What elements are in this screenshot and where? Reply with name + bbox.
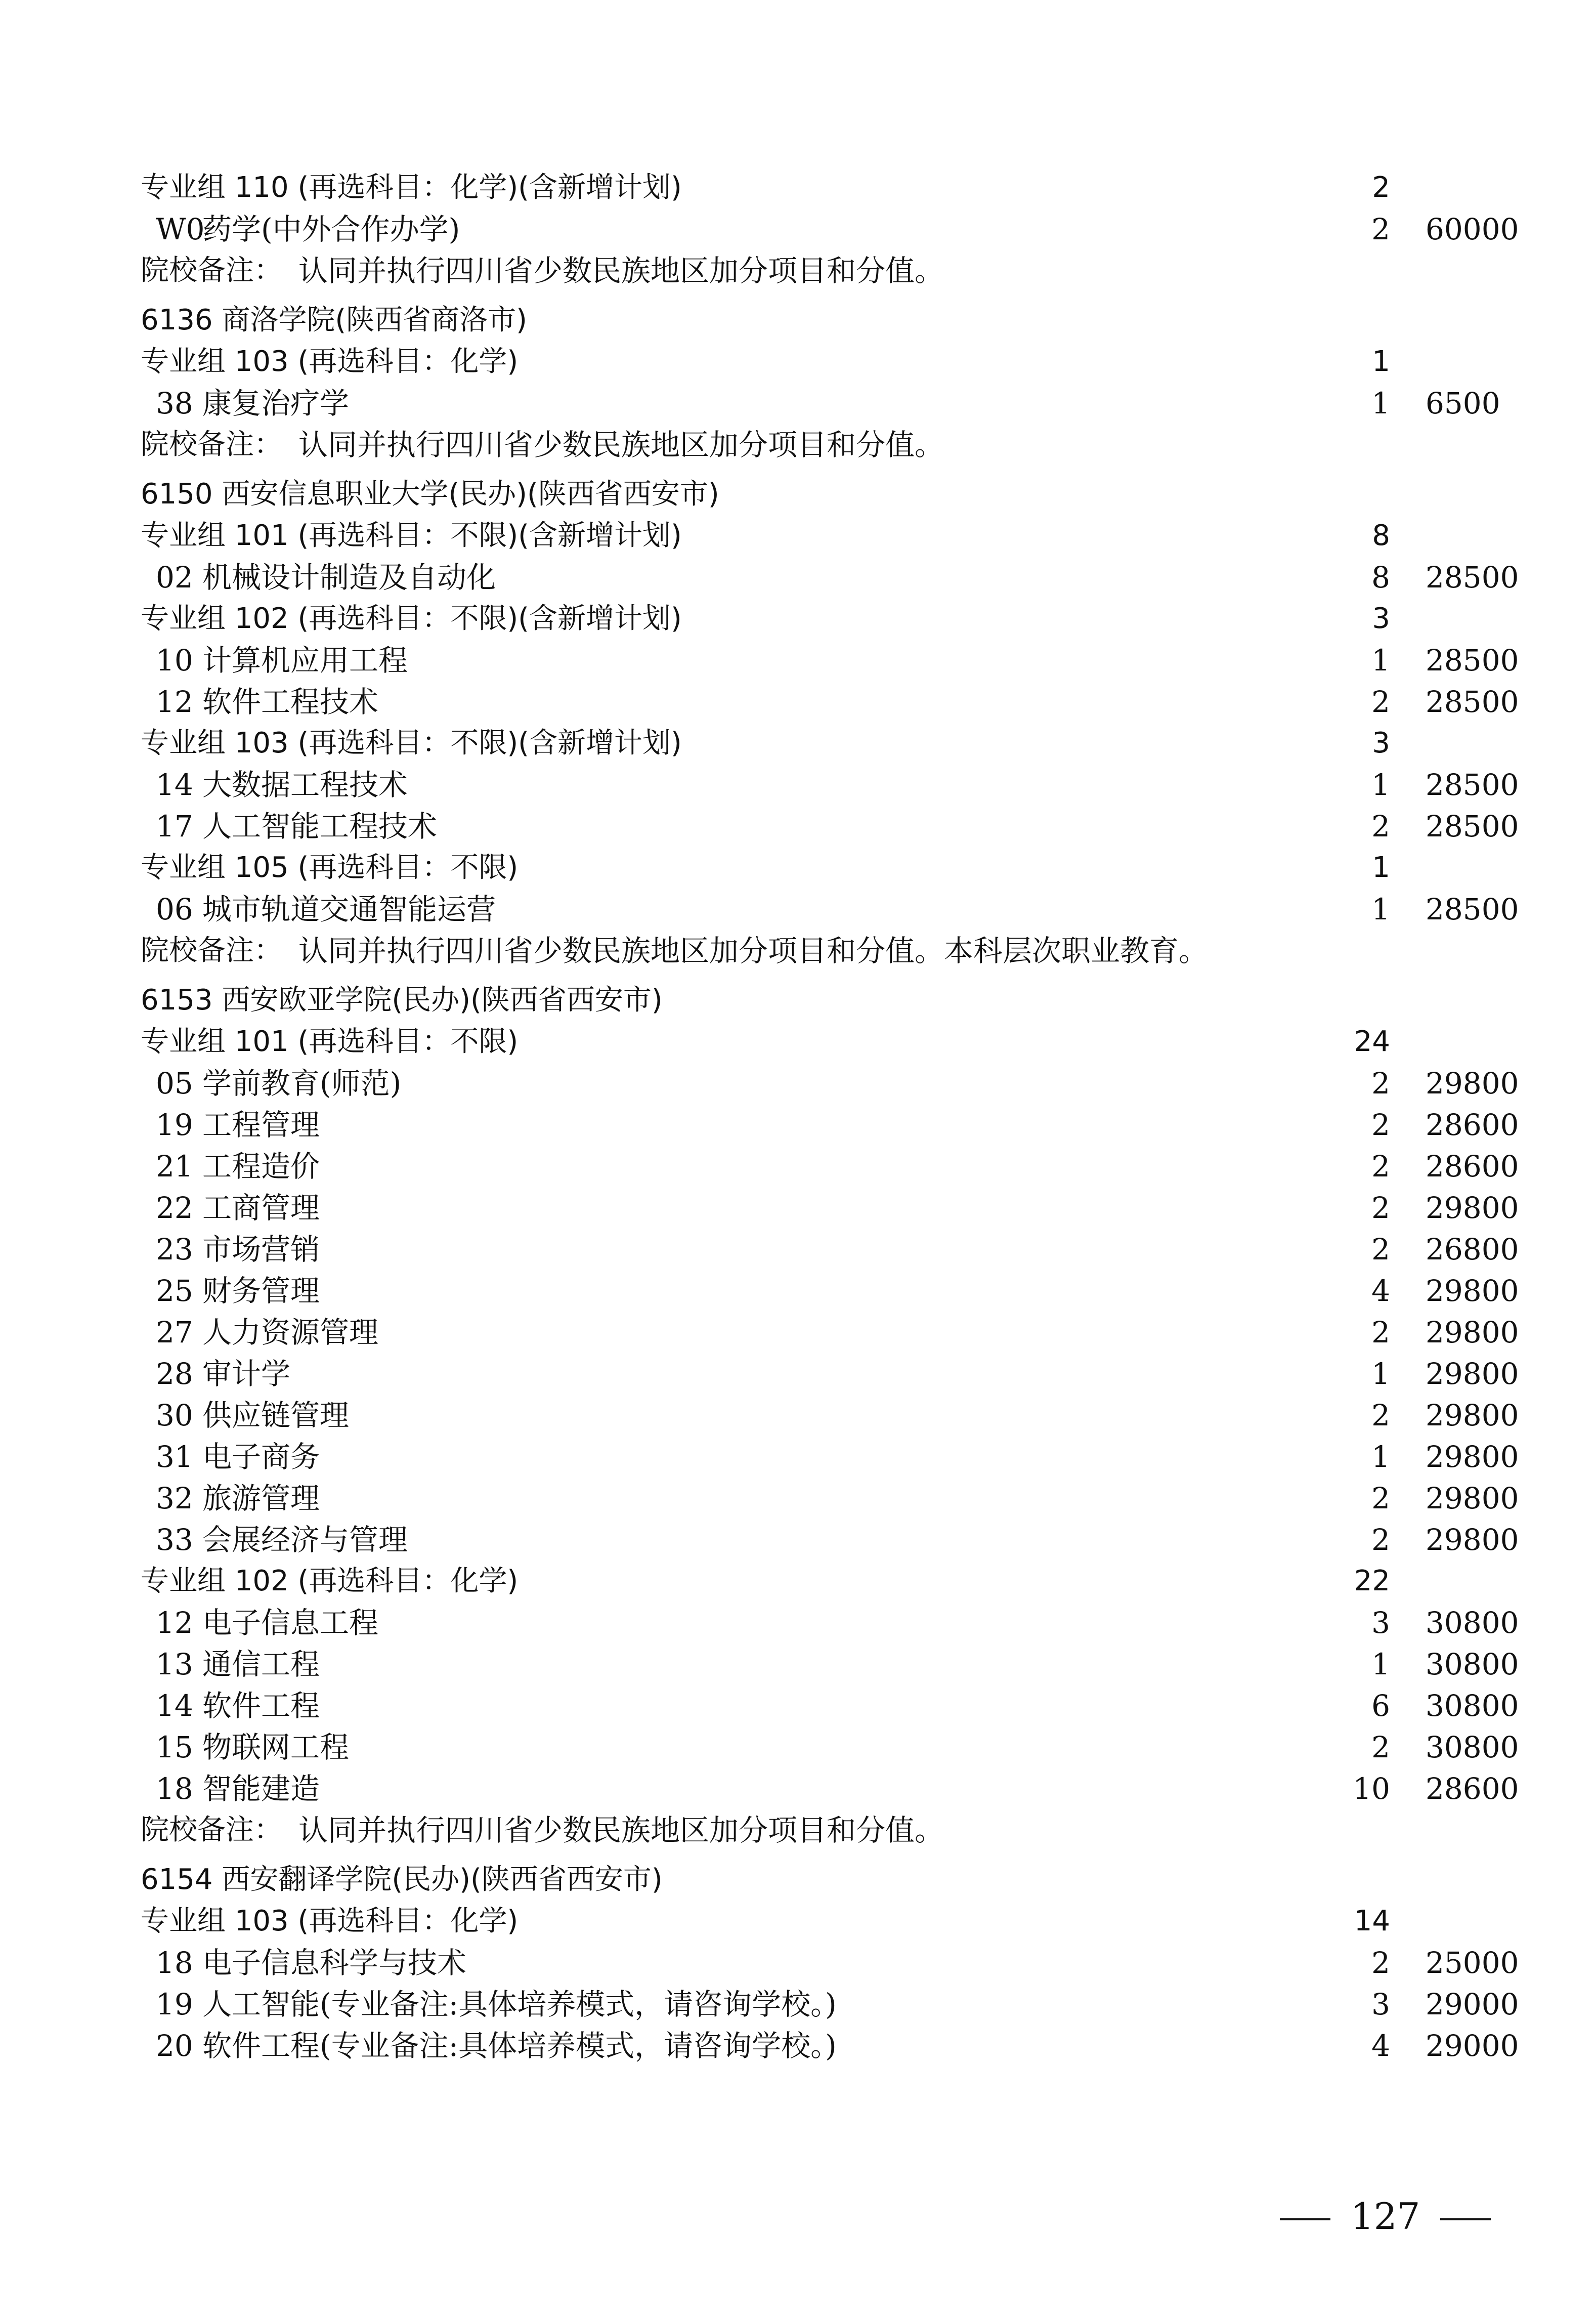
major-code: 31 — [156, 1440, 193, 1474]
major-tuition: 28600 — [1426, 1772, 1519, 1806]
school-header — [141, 980, 1405, 1021]
group-plan-count: 2 — [1372, 171, 1390, 204]
major-plan-count: 2 — [1371, 1191, 1390, 1225]
major-tuition: 28500 — [1426, 892, 1519, 926]
school-note-row — [141, 424, 1405, 466]
major-row — [141, 764, 1519, 806]
major-row — [141, 1353, 1519, 1395]
major-name: 工程造价 — [202, 1149, 320, 1184]
major-group-row — [141, 1561, 1405, 1602]
major-plan-count: 1 — [1371, 1357, 1390, 1391]
major-code: 30 — [156, 1398, 193, 1432]
major-group-row — [141, 598, 1405, 640]
major-name: 工程管理 — [202, 1108, 320, 1142]
major-tuition: 30800 — [1426, 1647, 1519, 1681]
school-note-text: 认同并执行四川省少数民族地区加分项目和分值。本科层次职业教育。 — [298, 934, 1209, 968]
major-row — [141, 1063, 1519, 1104]
major-plan-count: 2 — [1371, 809, 1390, 844]
major-plan-count: 4 — [1371, 1274, 1390, 1308]
major-group-row — [141, 723, 1405, 764]
major-tuition: 29800 — [1426, 1315, 1519, 1350]
school-note-label: 院校备注： — [141, 428, 282, 461]
school-note-text: 认同并执行四川省少数民族地区加分项目和分值。 — [298, 1813, 944, 1847]
major-code: 10 — [156, 643, 193, 678]
school-note-label: 院校备注： — [141, 1814, 282, 1846]
major-plan-count: 1 — [1371, 386, 1390, 420]
major-tuition: 30800 — [1426, 1730, 1519, 1764]
major-plan-count: 3 — [1371, 1987, 1390, 2021]
major-code: 12 — [156, 1606, 193, 1640]
major-name: 软件工程 — [202, 1689, 320, 1723]
major-plan-count: 1 — [1371, 1647, 1390, 1681]
major-code: 32 — [156, 1481, 193, 1515]
major-tuition: 29800 — [1426, 1274, 1519, 1308]
major-row — [141, 1478, 1519, 1519]
major-group-label: 专业组 101 (再选科目：不限) — [141, 1025, 519, 1058]
major-code: 06 — [156, 892, 193, 926]
major-group-label: 专业组 103 (再选科目：不限)(含新增计划) — [141, 727, 682, 760]
group-plan-count: 1 — [1372, 851, 1390, 884]
major-row — [141, 1395, 1519, 1436]
major-row — [141, 1146, 1519, 1187]
school-note-label: 院校备注： — [141, 934, 282, 967]
major-code: 15 — [156, 1730, 193, 1764]
major-code: 23 — [156, 1232, 193, 1267]
major-name: 供应链管理 — [202, 1398, 350, 1432]
group-plan-count: 14 — [1354, 1905, 1390, 1937]
major-tuition: 30800 — [1426, 1689, 1519, 1723]
major-name: 康复治疗学 — [202, 386, 350, 420]
major-code: 38 — [156, 386, 193, 420]
footer-dash-right — [1440, 2218, 1491, 2220]
major-code: 18 — [156, 1946, 193, 1980]
major-tuition: 25000 — [1426, 1946, 1519, 1980]
major-plan-count: 2 — [1371, 685, 1390, 719]
major-row — [141, 889, 1519, 930]
major-plan-count: 6 — [1371, 1689, 1390, 1723]
major-row — [141, 1519, 1519, 1561]
major-code: 14 — [156, 768, 193, 802]
major-code: 12 — [156, 685, 193, 719]
major-name: 学前教育(师范) — [202, 1066, 402, 1101]
major-plan-count: 2 — [1371, 1108, 1390, 1142]
page-footer — [1280, 2188, 1491, 2244]
major-tuition: 29000 — [1426, 2029, 1519, 2063]
major-tuition: 28500 — [1426, 643, 1519, 678]
major-name: 工商管理 — [202, 1191, 320, 1225]
major-code: 13 — [156, 1647, 193, 1681]
major-code: 21 — [156, 1149, 193, 1184]
school-name: 6136 商洛学院(陕西省商洛市) — [141, 304, 528, 336]
major-code: 05 — [156, 1066, 193, 1101]
school-note-row — [141, 250, 1405, 291]
major-tuition: 29800 — [1426, 1523, 1519, 1557]
major-plan-count: 2 — [1371, 1523, 1390, 1557]
major-tuition: 28600 — [1426, 1108, 1519, 1142]
major-code: 19 — [156, 1987, 193, 2021]
major-plan-count: 2 — [1371, 1398, 1390, 1432]
major-tuition: 60000 — [1426, 212, 1519, 246]
major-group-label: 专业组 102 (再选科目：化学) — [141, 1565, 519, 1597]
page-number: 127 — [1351, 2195, 1420, 2238]
major-tuition: 28600 — [1426, 1149, 1519, 1184]
major-name: 人工智能(专业备注:具体培养模式，请咨询学校。) — [202, 1987, 837, 2021]
major-tuition: 29800 — [1426, 1481, 1519, 1515]
major-code: 22 — [156, 1191, 193, 1225]
school-note-row — [141, 1809, 1405, 1851]
major-code: 17 — [156, 809, 193, 844]
major-code: 20 — [156, 2029, 193, 2063]
major-name: 机械设计制造及自动化 — [202, 560, 496, 595]
major-row — [141, 1768, 1519, 1809]
major-row — [141, 1312, 1519, 1353]
major-code: 25 — [156, 1274, 193, 1308]
major-name: 电子信息科学与技术 — [202, 1946, 467, 1980]
major-plan-count: 2 — [1371, 1315, 1390, 1350]
school-note-text: 认同并执行四川省少数民族地区加分项目和分值。 — [298, 254, 944, 288]
major-tuition: 28500 — [1426, 768, 1519, 802]
major-row — [141, 1942, 1519, 1984]
major-plan-count: 2 — [1371, 1066, 1390, 1101]
school-name: 6153 西安欧亚学院(民办)(陕西省西安市) — [141, 984, 663, 1017]
major-tuition: 28500 — [1426, 560, 1519, 595]
major-row — [141, 1984, 1519, 2025]
major-row — [141, 1187, 1519, 1229]
major-name: 智能建造 — [202, 1772, 320, 1806]
major-row — [141, 1602, 1519, 1643]
major-row — [141, 557, 1519, 598]
major-code: W0 — [156, 212, 205, 246]
footer-dash-left — [1280, 2218, 1330, 2220]
admission-plan-list — [141, 167, 1519, 2067]
major-code: 19 — [156, 1108, 193, 1142]
major-code: 27 — [156, 1315, 193, 1350]
major-tuition: 28500 — [1426, 685, 1519, 719]
major-tuition: 26800 — [1426, 1232, 1519, 1267]
school-name: 6154 西安翻译学院(民办)(陕西省西安市) — [141, 1863, 663, 1896]
major-tuition: 29800 — [1426, 1357, 1519, 1391]
school-name: 6150 西安信息职业大学(民办)(陕西省西安市) — [141, 478, 719, 511]
major-group-label: 专业组 101 (再选科目：不限)(含新增计划) — [141, 519, 682, 552]
major-tuition: 28500 — [1426, 809, 1519, 844]
group-plan-count: 1 — [1372, 345, 1390, 378]
major-name: 市场营销 — [202, 1232, 320, 1267]
major-name: 电子商务 — [202, 1440, 320, 1474]
major-group-label: 专业组 102 (再选科目：不限)(含新增计划) — [141, 602, 682, 635]
major-name: 物联网工程 — [202, 1730, 350, 1764]
major-code: 02 — [156, 560, 193, 595]
major-row — [141, 1270, 1519, 1312]
group-plan-count: 24 — [1354, 1025, 1390, 1058]
major-name: 软件工程(专业备注:具体培养模式，请咨询学校。) — [202, 2029, 837, 2063]
major-row — [141, 208, 1519, 250]
school-note-label: 院校备注： — [141, 254, 282, 287]
major-row — [141, 1685, 1519, 1726]
major-code: 33 — [156, 1523, 193, 1557]
group-plan-count: 3 — [1372, 727, 1390, 760]
major-group-label: 专业组 110 (再选科目：化学)(含新增计划) — [141, 171, 682, 204]
major-name: 旅游管理 — [202, 1481, 320, 1515]
major-name: 人工智能工程技术 — [202, 809, 438, 844]
major-row — [141, 2025, 1519, 2067]
school-header — [141, 1859, 1405, 1901]
group-plan-count: 3 — [1372, 602, 1390, 635]
major-plan-count: 2 — [1371, 1730, 1390, 1764]
major-plan-count: 2 — [1371, 212, 1390, 246]
major-row — [141, 681, 1519, 723]
school-header — [141, 300, 1405, 341]
major-plan-count: 2 — [1371, 1481, 1390, 1515]
major-group-row — [141, 847, 1405, 889]
major-group-row — [141, 1021, 1405, 1063]
major-name: 审计学 — [202, 1357, 291, 1391]
major-plan-count: 3 — [1371, 1606, 1390, 1640]
major-group-row — [141, 1901, 1405, 1942]
major-group-label: 专业组 103 (再选科目：化学) — [141, 1905, 519, 1937]
major-name: 城市轨道交通智能运营 — [202, 892, 496, 926]
major-name: 通信工程 — [202, 1647, 320, 1681]
group-plan-count: 22 — [1354, 1565, 1390, 1597]
school-header — [141, 474, 1405, 515]
major-row — [141, 1229, 1519, 1270]
major-tuition: 30800 — [1426, 1606, 1519, 1640]
major-code: 28 — [156, 1357, 193, 1391]
major-plan-count: 1 — [1371, 892, 1390, 926]
major-row — [141, 1436, 1519, 1478]
major-row — [141, 383, 1500, 424]
major-name: 人力资源管理 — [202, 1315, 379, 1350]
major-plan-count: 8 — [1371, 560, 1390, 595]
major-row — [141, 1726, 1519, 1768]
major-group-row — [141, 515, 1405, 557]
major-name: 软件工程技术 — [202, 685, 379, 719]
major-tuition: 6500 — [1426, 386, 1500, 420]
major-plan-count: 10 — [1353, 1772, 1390, 1806]
school-note-row — [141, 930, 1405, 972]
major-row — [141, 1104, 1519, 1146]
major-plan-count: 1 — [1371, 643, 1390, 678]
major-name: 会展经济与管理 — [202, 1523, 408, 1557]
major-group-row — [141, 167, 1405, 208]
major-tuition: 29800 — [1426, 1398, 1519, 1432]
major-group-label: 专业组 103 (再选科目：化学) — [141, 345, 519, 378]
major-group-label: 专业组 105 (再选科目：不限) — [141, 851, 519, 884]
school-note-text: 认同并执行四川省少数民族地区加分项目和分值。 — [298, 428, 944, 462]
major-name: 计算机应用工程 — [202, 643, 408, 678]
major-plan-count: 1 — [1371, 1440, 1390, 1474]
major-name: 财务管理 — [202, 1274, 320, 1308]
major-row — [141, 806, 1519, 847]
major-row — [141, 640, 1519, 681]
major-tuition: 29800 — [1426, 1440, 1519, 1474]
major-plan-count: 2 — [1371, 1149, 1390, 1184]
major-tuition: 29800 — [1426, 1191, 1519, 1225]
major-plan-count: 1 — [1371, 768, 1390, 802]
major-tuition: 29000 — [1426, 1987, 1519, 2021]
major-name: 药学(中外合作办学) — [202, 212, 460, 246]
major-code: 14 — [156, 1689, 193, 1723]
major-plan-count: 2 — [1371, 1946, 1390, 1980]
major-code: 18 — [156, 1772, 193, 1806]
major-name: 电子信息工程 — [202, 1606, 379, 1640]
major-plan-count: 2 — [1371, 1232, 1390, 1267]
major-tuition: 29800 — [1426, 1066, 1519, 1101]
major-plan-count: 4 — [1371, 2029, 1390, 2063]
major-row — [141, 1643, 1519, 1685]
group-plan-count: 8 — [1372, 519, 1390, 552]
major-group-row — [141, 341, 1405, 383]
major-name: 大数据工程技术 — [202, 768, 408, 802]
